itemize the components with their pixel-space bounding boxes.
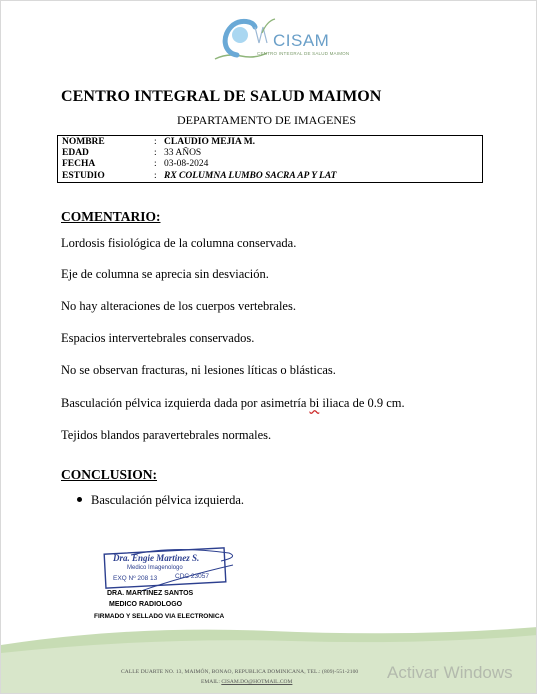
conclusion-text: Basculación pélvica izquierda.	[91, 493, 245, 507]
conclusion-item	[77, 493, 244, 508]
finding-5: No se observan fracturas, ni lesiones líticas o blásticas.	[61, 363, 336, 377]
stamp-title: Medico Imagenologo	[127, 565, 183, 571]
signature-stamp	[101, 547, 241, 595]
signature-note: FIRMADO Y SELLADO VIA ELECTRONICA	[94, 613, 225, 620]
stamp-exequatur: EXQ Nº 208 13	[113, 575, 158, 582]
logo-subtitle: CENTRO INTEGRAL DE SALUD MAIMON	[257, 51, 350, 56]
finding-4: Espacios intervertebrales conservados.	[61, 331, 255, 345]
doctor-name: DRA. MARTINEZ SANTOS	[107, 590, 194, 597]
finding-1: Lordosis fisiológica de la columna conservada.	[61, 236, 297, 250]
info-label: NOMBRE	[62, 137, 105, 147]
info-label: FECHA	[62, 159, 96, 170]
info-separator: :	[154, 148, 157, 159]
finding-6: Basculación pélvica izquierda dada por asimetría bi iliaca de 0.9 cm.	[61, 396, 405, 410]
info-separator: :	[154, 170, 157, 181]
footer-email[interactable]: CISAM.DO@HOTMAIL.COM	[221, 679, 293, 685]
info-separator: :	[154, 137, 157, 147]
footer-email-label: EMAIL:	[201, 679, 220, 685]
study-name: RX COLUMNA LUMBO SACRA AP Y LAT	[164, 170, 337, 181]
patient-row-date	[62, 159, 482, 170]
bullet-icon	[77, 497, 82, 502]
stamp-doctor-name: Dra. Engie Martinez S.	[113, 553, 200, 563]
patient-age: 33 AÑOS	[164, 148, 202, 159]
stamp-cdc: CDC 23057	[175, 573, 209, 580]
info-label: EDAD	[62, 148, 89, 159]
activation-watermark: Activar Windows	[387, 663, 513, 682]
spellcheck-word: bi	[309, 396, 320, 410]
finding-7: Tejidos blandos paravertebrales normales.	[61, 428, 272, 442]
comentario-heading: COMENTARIO:	[61, 209, 161, 224]
info-label: ESTUDIO	[62, 170, 105, 181]
finding-2: Eje de columna se aprecia sin desviación.	[61, 267, 269, 281]
finding-3: No hay alteraciones de los cuerpos vertebrales.	[61, 299, 296, 313]
department-title: DEPARTAMENTO DE IMAGENES	[177, 113, 356, 127]
patient-row-name	[62, 137, 482, 148]
info-separator: :	[154, 159, 157, 170]
conclusion-heading: CONCLUSION:	[61, 467, 158, 482]
patient-row-study	[62, 171, 482, 182]
logo-wordmark: CISAM	[273, 31, 330, 50]
cisam-logo	[207, 13, 350, 63]
footer-address: CALLE DUARTE NO. 13, MAIMÓN, BONAO, REPUBLICA DOMINICANA, TEL.: (809)-551-2100	[121, 669, 359, 675]
clinic-title: CENTRO INTEGRAL DE SALUD MAIMON	[61, 88, 382, 105]
doctor-role: MEDICO RADIOLOGO	[109, 601, 183, 608]
patient-name: CLAUDIO MEJIA M.	[164, 137, 256, 147]
patient-row-age	[62, 148, 482, 159]
footer-email-line	[201, 679, 292, 685]
patient-info-box	[57, 135, 483, 183]
study-date: 03-08-2024	[164, 159, 209, 170]
